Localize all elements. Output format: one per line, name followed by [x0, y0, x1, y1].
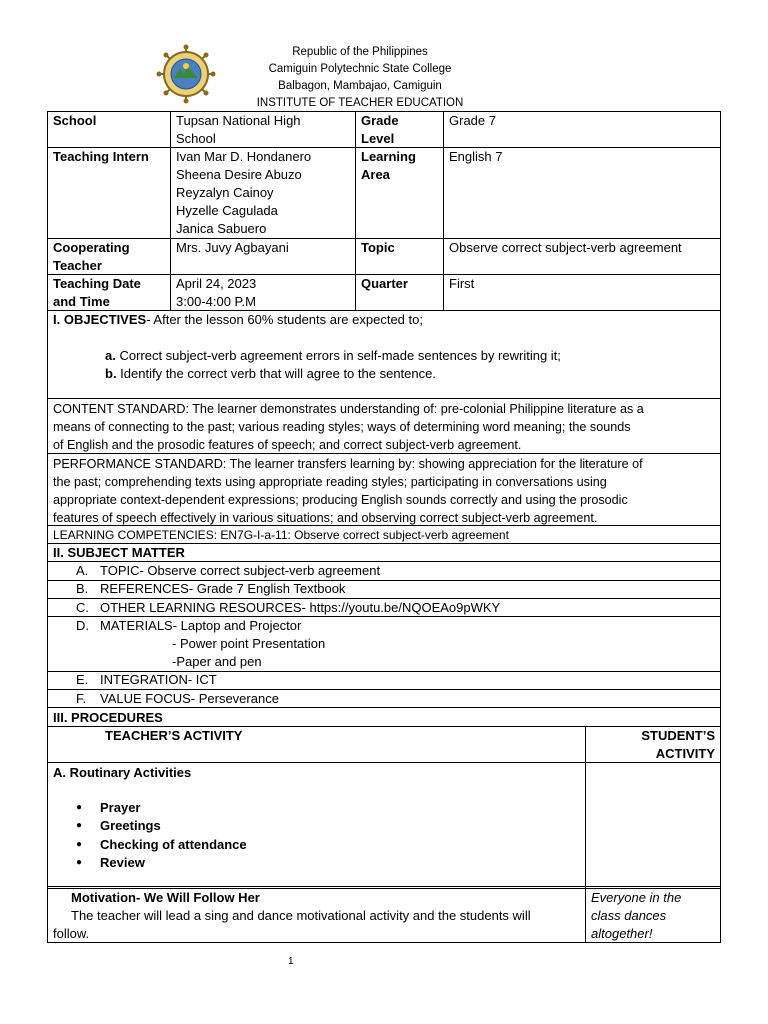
- objectives-intro: - After the lesson 60% students are expected to;: [146, 312, 423, 327]
- student-activity-header-line: ACTIVITY: [655, 746, 715, 761]
- student-response-line: altogether!: [591, 926, 653, 941]
- list-item: ● Greetings: [48, 817, 584, 835]
- materials-sub-text: -Paper and pen: [172, 654, 262, 669]
- student-activity-header: [586, 726, 720, 764]
- content-standard-line: CONTENT STANDARD: The learner demonstrates understanding of: pre-colonial Philippine literature as a: [53, 402, 644, 416]
- school-label: School: [53, 113, 97, 128]
- institution-header: [210, 44, 510, 112]
- date-value-date: April 24, 2023: [176, 276, 257, 291]
- item-letter: D.: [76, 618, 89, 633]
- item-text: REFERENCES- Grade 7 English Textbook: [100, 581, 346, 596]
- date-value-time: 3:00-4:00 P.M: [176, 294, 256, 309]
- item-text: OTHER LEARNING RESOURCES- https://youtu.be/NQOEAo9pWKY: [100, 600, 501, 615]
- header-republic: Republic of the Philippines: [292, 46, 428, 58]
- page-number: 1: [288, 956, 294, 967]
- item-letter: B.: [76, 581, 89, 596]
- quarter-label: Quarter: [361, 276, 408, 291]
- objective-b: [100, 364, 720, 384]
- area-label-line-2: Area: [361, 167, 390, 182]
- performance-standard: [48, 454, 720, 528]
- item-text: INTEGRATION- ICT: [100, 672, 217, 687]
- student-response-line: Everyone in the: [591, 890, 682, 905]
- area-label-line-1: Learning: [361, 149, 416, 164]
- intern-name: Janica Sabuero: [176, 221, 267, 236]
- performance-standard-line: features of speech effectively in various situations; and observing correct subject-verb agreement.: [53, 511, 598, 525]
- coop-value: Mrs. Juvy Agbayani: [176, 240, 289, 255]
- content-standard-line: means of connecting to the past; various reading styles; ways of determining word meaning; the sounds: [53, 420, 631, 434]
- item-text: VALUE FOCUS- Perseverance: [100, 691, 279, 706]
- school-value-line-1: Tupsan National High: [176, 113, 301, 128]
- list-item: ● Prayer: [48, 799, 584, 817]
- teacher-activity-header: TEACHER’S ACTIVITY: [105, 728, 243, 743]
- learning-competencies: LEARNING COMPETENCIES: EN7G-I-a-11: Observe correct subject-verb agreement: [53, 528, 509, 542]
- list-item: ● Review: [48, 854, 584, 872]
- intern-name: Reyzalyn Cainoy: [176, 185, 274, 200]
- objective-b-letter: b.: [105, 366, 117, 381]
- motivation-text-line: The teacher will lead a sing and dance motivational activity and the students will: [71, 908, 531, 923]
- item-letter: C.: [76, 600, 89, 615]
- header-address: Balbagon, Mambajao, Camiguin: [278, 80, 442, 92]
- performance-standard-line: the past; comprehending texts using appropriate reading styles; participating in conversations using: [53, 475, 607, 489]
- coop-label-line-1: Cooperating: [53, 240, 130, 255]
- objective-a-letter: a.: [105, 348, 116, 363]
- school-value: [171, 111, 355, 149]
- subject-matter-heading: II. SUBJECT MATTER: [53, 545, 185, 560]
- topic-label: Topic: [361, 240, 395, 255]
- objective-a: [100, 346, 720, 366]
- grade-label: [356, 111, 443, 149]
- intern-label: Teaching Intern: [53, 149, 149, 164]
- intern-name: Sheena Desire Abuzo: [176, 167, 302, 182]
- routinary-heading: A. Routinary Activities: [53, 765, 192, 780]
- performance-standard-line: PERFORMANCE STANDARD: The learner transfers learning by: showing appreciation for the literature of: [53, 457, 643, 471]
- header-college: Camiguin Polytechnic State College: [268, 63, 452, 75]
- objective-b-text: Identify the correct verb that will agree to the sentence.: [116, 366, 436, 381]
- student-response-line: class dances: [591, 908, 667, 923]
- item-text: TOPIC- Observe correct subject-verb agreement: [100, 563, 381, 578]
- content-standard: [48, 399, 720, 455]
- coop-label-line-2: Teacher: [53, 258, 102, 273]
- area-value: English 7: [449, 149, 503, 164]
- performance-standard-line: appropriate context-dependent expressions; producing English sounds correctly and using the prosodic: [53, 493, 628, 507]
- list-item: ● Checking of attendance: [48, 836, 584, 854]
- objective-a-text: Correct subject-verb agreement errors in self-made sentences by rewriting it;: [115, 348, 561, 363]
- intern-name: Hyzelle Cagulada: [176, 203, 278, 218]
- date-value: [171, 274, 355, 312]
- topic-value: Observe correct subject-verb agreement: [449, 240, 682, 255]
- date-label-line-2: and Time: [53, 294, 110, 309]
- intern-names: [171, 147, 355, 239]
- area-label: [356, 147, 443, 185]
- content-standard-line: of English and the prosodic features of speech; and correct subject-verb agreement.: [53, 438, 522, 452]
- item-letter: E.: [76, 672, 89, 687]
- student-response: [586, 888, 720, 944]
- school-value-line-2: School: [176, 131, 216, 146]
- routinary-list: [48, 799, 584, 872]
- grade-value: Grade 7: [449, 113, 496, 128]
- grade-label-line-1: Grade: [361, 113, 399, 128]
- student-activity-header-line: STUDENT’S: [641, 728, 715, 743]
- item-letter: A.: [76, 563, 89, 578]
- motivation-text-line: follow.: [53, 926, 90, 941]
- grade-label-line-2: Level: [361, 131, 395, 146]
- motivation-title: Motivation- We Will Follow Her: [71, 890, 260, 905]
- procedures-heading: III. PROCEDURES: [53, 710, 163, 725]
- objectives-heading-line: [48, 310, 720, 330]
- date-label-line-1: Teaching Date: [53, 276, 141, 291]
- quarter-value: First: [449, 276, 475, 291]
- header-institute: INSTITUTE OF TEACHER EDUCATION: [256, 97, 464, 109]
- objectives-heading: I. OBJECTIVES: [53, 312, 147, 327]
- item-letter: F.: [76, 691, 87, 706]
- materials-sub-text: - Power point Presentation: [172, 636, 326, 651]
- motivation-text: [48, 906, 584, 944]
- item-text: MATERIALS- Laptop and Projector: [100, 618, 302, 633]
- date-label: [48, 274, 170, 312]
- intern-name: Ivan Mar D. Hondanero: [176, 149, 312, 164]
- coop-label: [48, 238, 170, 276]
